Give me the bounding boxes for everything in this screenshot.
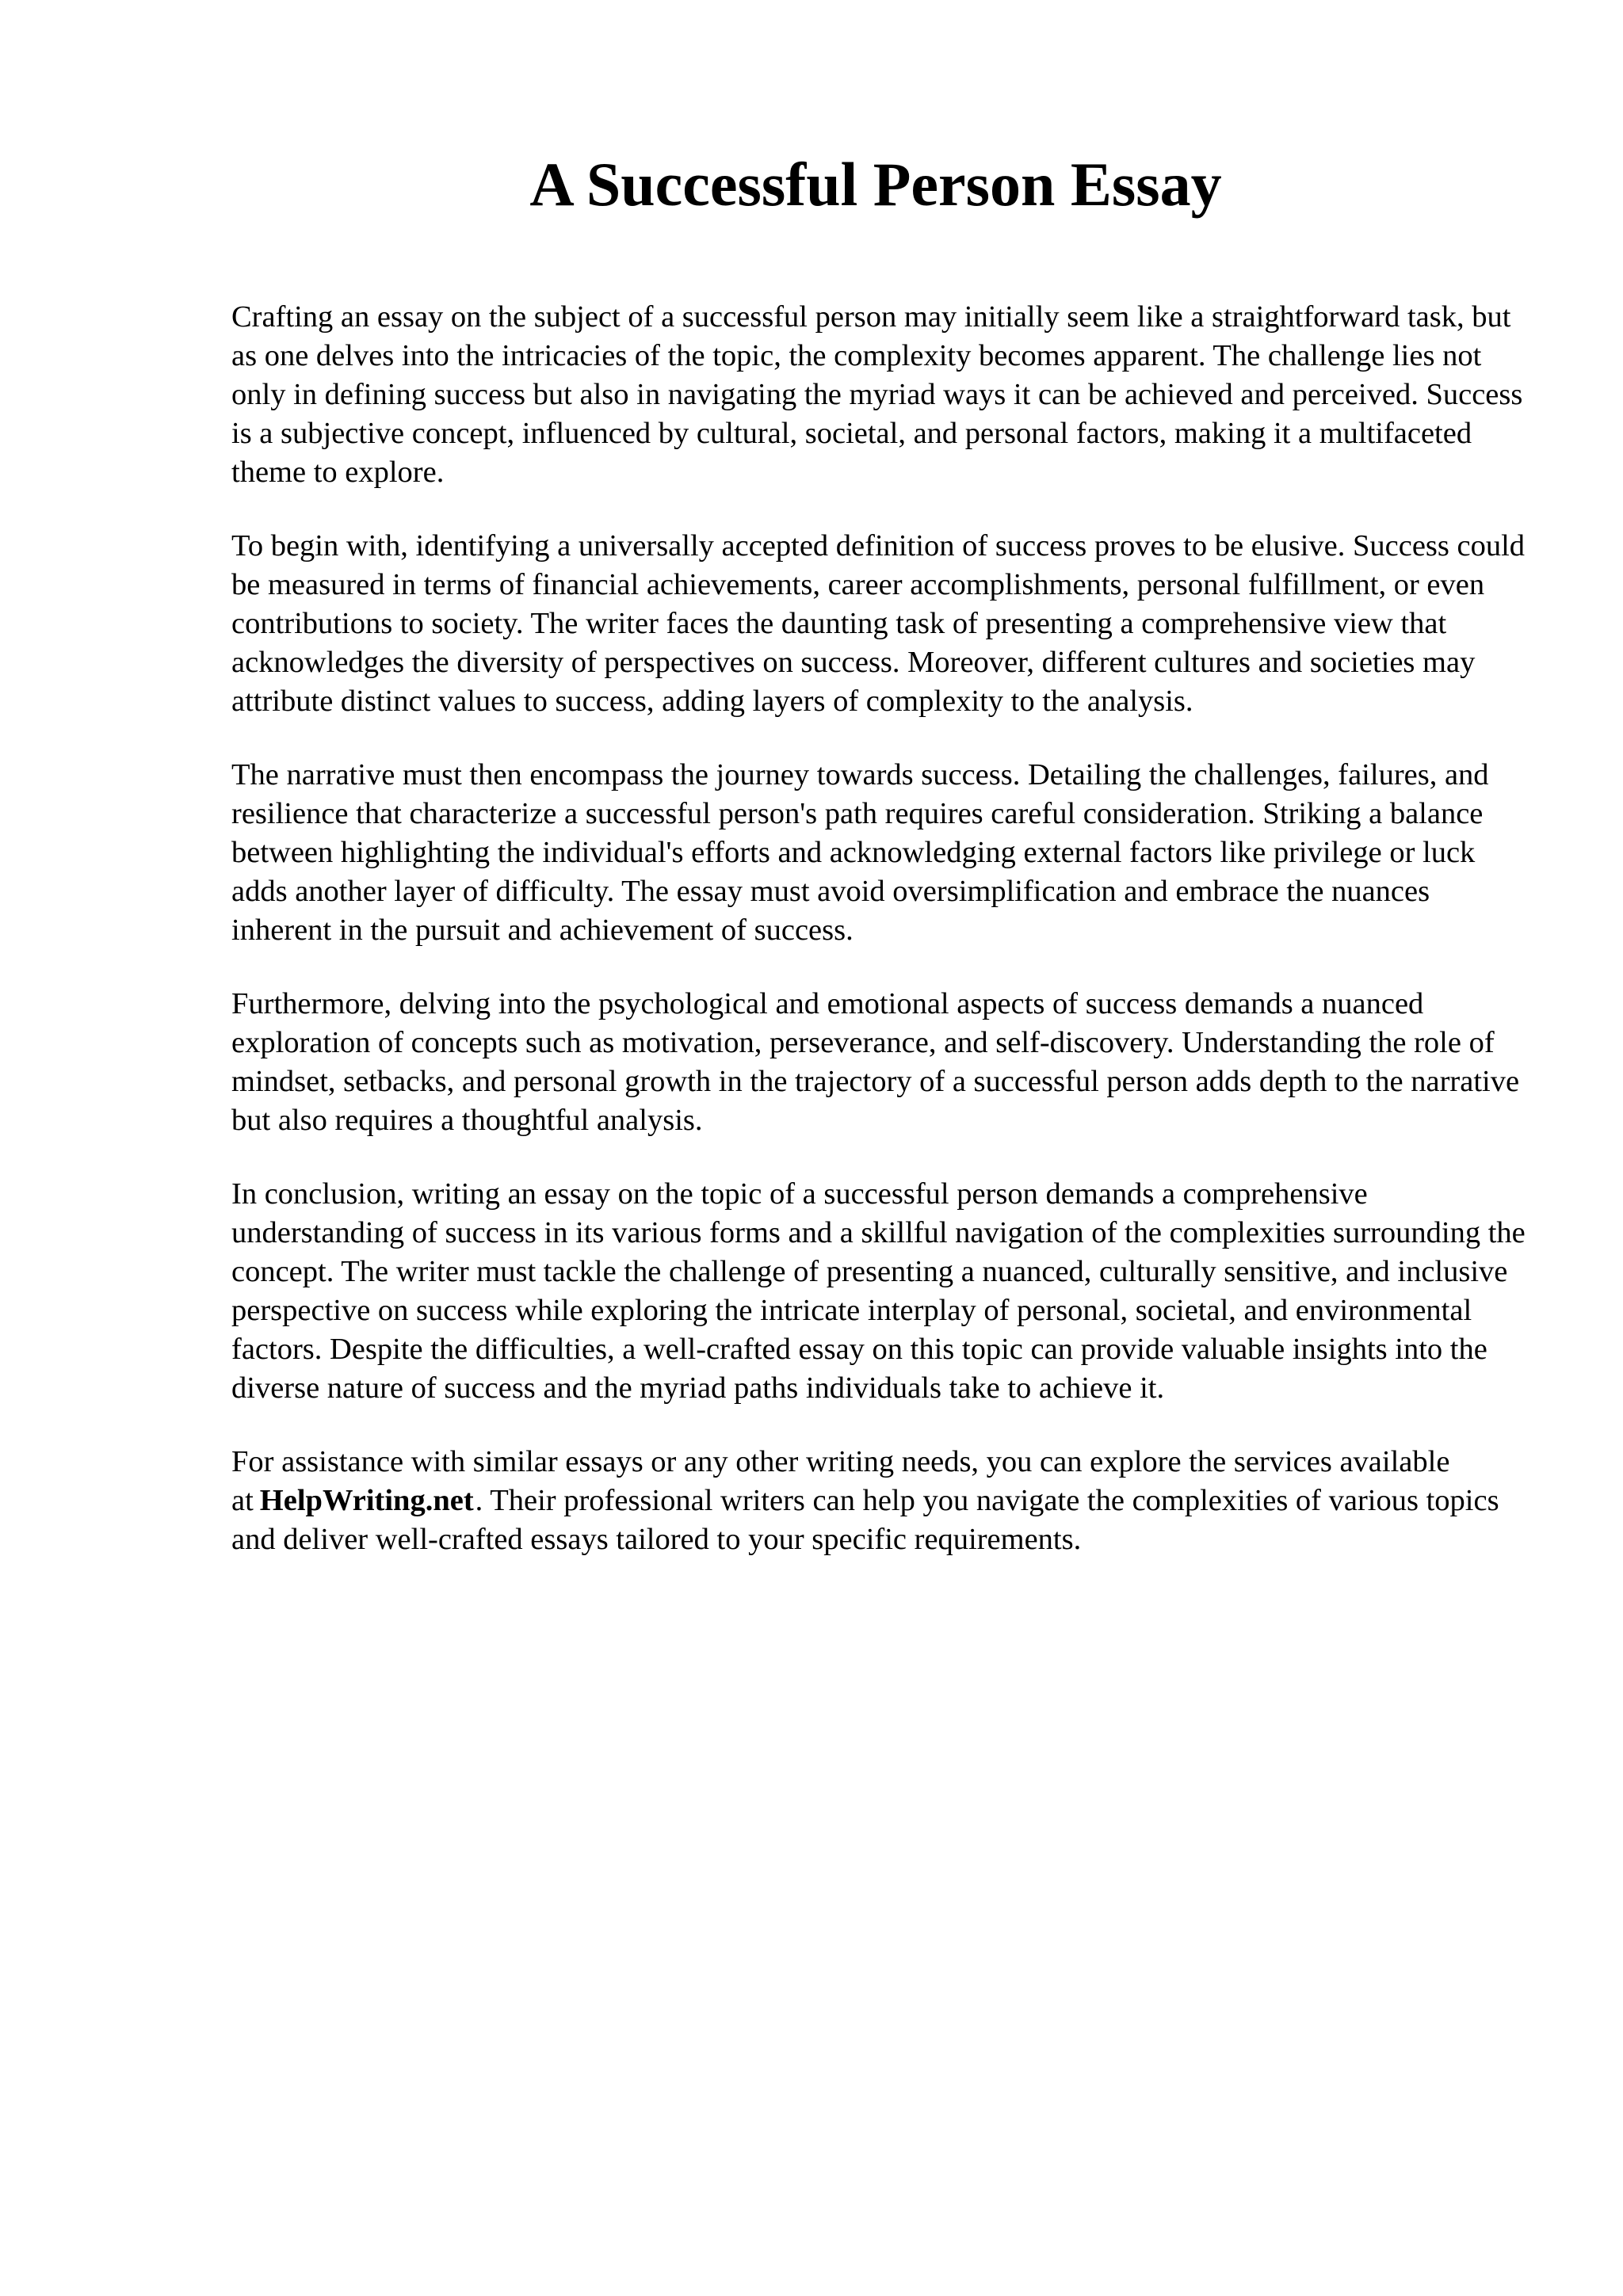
closing-text-before-link: For assistance with similar essays or any other writing needs, you can explore the services available at: [231, 1445, 1450, 1517]
essay-body: [231, 298, 1531, 1594]
paragraph-4: Furthermore, delving into the psychological and emotional aspects of success demands a nuanced exploration of concepts such as motivation, perseverance, and self-discovery. Understanding the role of mindset, setbacks, and personal growth in the trajectory of a successful person adds depth to the narrative but also requires a thoughtful analysis.: [231, 987, 1520, 1137]
paragraph-5: In conclusion, writing an essay on the topic of a successful person demands a comprehensive understanding of success in its various forms and a skillful navigation of the complexities surrounding the concept. The writer must tackle the challenge of presenting a nuanced, culturally sensitive, and inclusive perspective on success while exploring the intricate interplay of personal, societal, and environmental factors. Despite the difficulties, a well-crafted essay on this topic can provide valuable insights into the diverse nature of success and the myriad paths individuals take to achieve it.: [231, 1177, 1526, 1405]
closing-paragraph: [231, 1443, 1531, 1559]
page-title: A Successful Person Essay: [529, 150, 1222, 219]
paragraph-1: Crafting an essay on the subject of a successful person may initially seem like a straightforward task, but as one delves into the intricacies of the topic, the complexity becomes apparent. The challenge lies not only in defining success but also in navigating the myriad ways it can be achieved and perceived. Success is a subjective concept, influenced by cultural, societal, and personal factors, making it a multifaceted theme to explore.: [231, 300, 1523, 489]
paragraph-3: The narrative must then encompass the journey towards success. Detailing the challenges, failures, and resilience that characterize a successful person's path requires careful consideration. Striking a balance between highlighting the individual's efforts and acknowledging external factors like privilege or luck adds another layer of difficulty. The essay must avoid oversimplification and embrace the nuances inherent in the pursuit and achievement of success.: [231, 758, 1489, 947]
paragraph-2: To begin with, identifying a universally accepted definition of success proves to be elusive. Success could be measured in terms of financial achievements, career accomplishments, personal fulfillment, or even contributions to society. The writer faces the daunting task of presenting a comprehensive view that acknowledges the diversity of perspectives on success. Moreover, different cultures and societies may attribute distinct values to success, adding layers of complexity to the analysis.: [231, 529, 1526, 718]
helpwriting-link[interactable]: HelpWriting.net: [259, 1484, 474, 1517]
closing-text-after-link: . Their professional writers can help you navigate the complexities of various topics and deliver well-crafted essays tailored to your specific requirements.: [231, 1484, 1499, 1556]
